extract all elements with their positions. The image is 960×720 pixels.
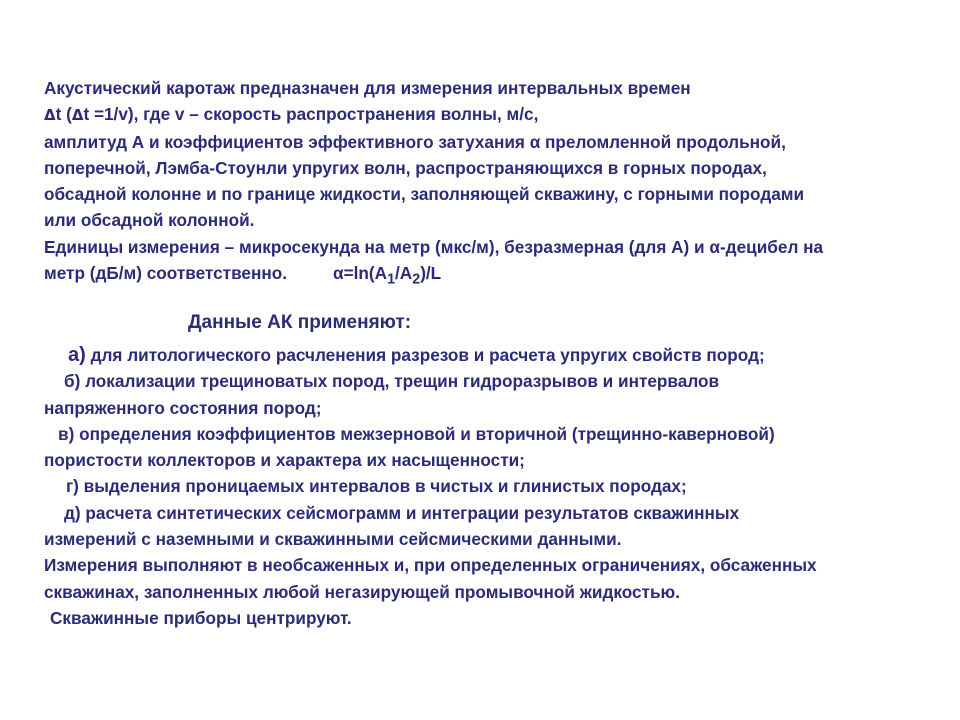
intro-line-2 xyxy=(44,101,944,128)
list-item-v-line-1: в) определения коэффициентов межзерновой и вторичной (трещинно-каверновой) xyxy=(58,423,775,444)
list-item-g: г) выделения проницаемых интервалов в чистых и глинистых породах; xyxy=(66,476,687,497)
intro-line-5: обсадной колонне и по границе жидкости, заполняющей скважину, с горными породами xyxy=(44,184,805,205)
list-item-d-line-1: д) расчета синтетических сейсмограмм и интеграции результатов скважинных xyxy=(64,502,740,523)
section-heading: Данные АК применяют: xyxy=(188,312,412,333)
closing-line-1: Измерения выполняют в необсаженных и, при определенных ограничениях, обсаженных xyxy=(44,555,817,576)
delta-icon: Δ xyxy=(71,106,84,125)
list-item-a-text: для литологического расчленения разрезов и расчета упругих свойств пород; xyxy=(85,345,765,365)
closing-line-2: скважинах, заполненных любой негазирующей промывочной жидкостью. xyxy=(44,581,680,602)
units-line-2-text: метр (дБ/м) соответственно. xyxy=(44,263,288,284)
list-item-v-line-2: пористости коллекторов и характера их насыщенности; xyxy=(44,450,525,471)
applications-list xyxy=(44,342,944,631)
intro-line-4: поперечной, Лэмба-Стоунли упругих волн, распространяющихся в горных породах, xyxy=(44,157,767,178)
attenuation-formula xyxy=(333,263,442,288)
units-line-2 xyxy=(44,260,944,293)
list-item-b-line-1: б) локализации трещиноватых пород, трещин гидроразрывов и интервалов xyxy=(64,371,720,392)
intro-line-1: Акустический каротаж предназначен для измерения интервальных времен xyxy=(44,78,691,98)
list-item-a xyxy=(44,342,944,368)
formula-suffix: )/L xyxy=(420,263,442,284)
units-line-1: Единицы измерения – микросекунда на метр (мкс/м), безразмерная (для А) и α-децибел на xyxy=(44,236,824,257)
intro-line-3: амплитуд А и коэффициентов эффективного затухания α преломленной продольной, xyxy=(44,131,786,152)
list-item-d-line-2: измерений с наземными и скважинными сейсмическими данными. xyxy=(44,529,622,550)
formula-sub-2: 2 xyxy=(412,271,421,288)
delta-icon: Δ xyxy=(44,106,56,125)
intro-line-2-part2: t =1/v), где v – скорость распространения волны, м/с, xyxy=(83,104,539,125)
closing-line-3: Скважинные приборы центрируют. xyxy=(50,607,352,628)
list-item-b-line-2: напряженного состояния пород; xyxy=(44,397,322,418)
intro-line-6: или обсадной колонной. xyxy=(44,210,255,231)
formula-sub-1: 1 xyxy=(387,271,396,288)
formula-prefix: α=ln(A xyxy=(333,263,388,284)
formula-mid: /A xyxy=(395,263,413,284)
intro-line-2-part1: t ( xyxy=(55,104,72,125)
list-marker-a: а) xyxy=(68,344,86,366)
intro-paragraph xyxy=(44,75,944,293)
